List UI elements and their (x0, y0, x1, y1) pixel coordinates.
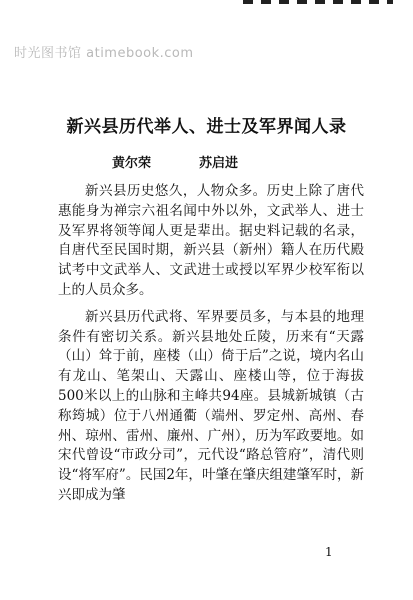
article-body (58, 182, 364, 513)
page-number: 1 (325, 545, 333, 559)
paragraph: 新兴县历代武将、军界要员多，与本县的地理条件有密切关系。新兴县地处丘陵，历来有“天露（山）耸于前，座楼（山）倚于后”之说，境内名山有龙山、笔架山、天露山、座楼山等，位于海拔500米以上的山脉和主峰共94座。县城新城镇（古称筠城）位于八州通衢（端州、罗定州、高州、春州、琼州、雷州、廉州、广州），历为军政要地。如宋代曾设“市政分司”，元代设“路总管府”，清代则设“将军府”。民国2年，叶肇在肇庆组建肇军时，新兴即成为肇 (58, 308, 364, 503)
paragraph: 新兴县历史悠久，人物众多。历史上除了唐代惠能身为禅宗六祖名闻中外以外，文武举人、进士及军界将领等闻人更是辈出。据史料记载的名录，自唐代至民国时期，新兴县（新州）籍人在历代殿试考中文武举人、文武进士或授以军界少校军衔以上的人员众多。 (58, 183, 364, 298)
author-name: 黄尔荣 (112, 156, 152, 171)
authors (112, 152, 312, 171)
top-edge-marks (243, 0, 393, 4)
page-title: 新兴县历代举人、进士及军界闻人录 (66, 117, 347, 137)
author-name: 苏启进 (199, 156, 239, 171)
watermark: 时光图书馆 atimebook.com (14, 46, 194, 61)
